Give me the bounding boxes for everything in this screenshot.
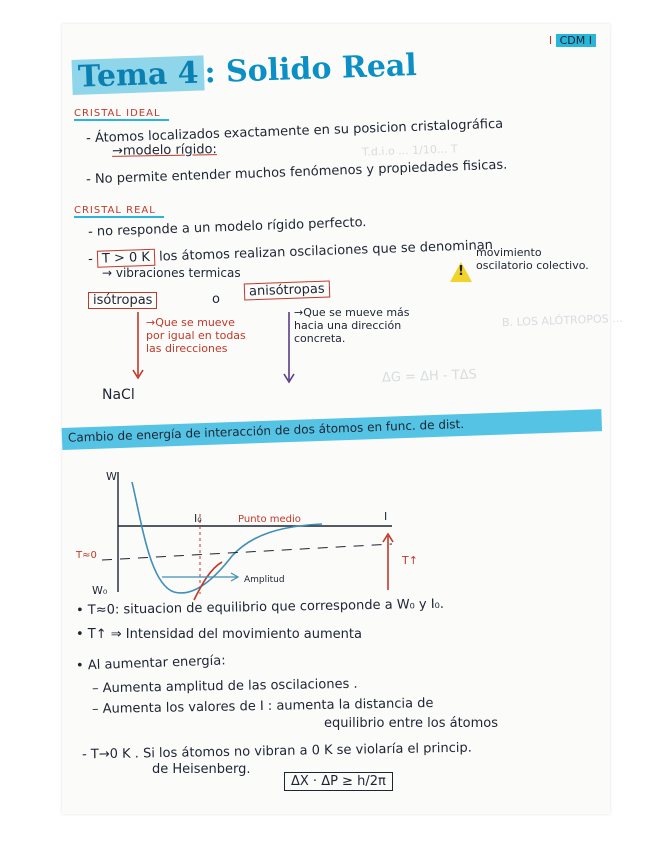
corner-tag-highlight: CDM I [556, 34, 596, 47]
graph-i0-label: I₀ [194, 512, 202, 525]
banner-text: Cambio de energía de interacción de dos átomos en func. de dist. [67, 416, 465, 445]
ideal-line-1: - Átomos localizados exactamente en su posicion cristalográfica [85, 116, 504, 147]
real-line-2-text: los átomos realizan oscilaciones que se denominan [158, 237, 494, 265]
graph-punto-medio-label: Punto medio [238, 514, 301, 525]
real-line-1: - no responde a un modelo rígido perfecto. [87, 215, 367, 240]
note-intensity: • T↑ ⇒ Intensidad del movimiento aumenta [76, 627, 362, 642]
t0-dashed-line [102, 544, 392, 560]
title-rest: : Solido Real [203, 47, 418, 91]
modelo-rigido-text: →modelo rígido: [111, 142, 217, 159]
uncertainty-formula: ΔX · ΔP ≥ h/2π [284, 772, 393, 791]
note-heisenberg-2: de Heisenberg. [152, 762, 251, 777]
title-main: Tema 4 [71, 55, 205, 95]
nacl-label: NaCl [102, 387, 135, 403]
temperature-box: T > 0 K [97, 249, 156, 268]
anisotropas-box: anisótropas [244, 281, 330, 301]
warning-note: movimiento oscilatorio colectivo. [476, 246, 589, 272]
isotropas-box: isótropas [88, 292, 157, 309]
ghost-text: ΔG = ΔH - TΔS [381, 367, 478, 386]
real-line-2 [88, 237, 493, 268]
note-distance: – Aumenta los valores de I : aumenta la distancia de [91, 696, 434, 717]
anisotropas-note: →Que se mueve más hacia una dirección concreta. [294, 306, 410, 345]
corner-tag-numeral: I [548, 34, 553, 47]
graph-w-label: W [106, 470, 117, 483]
ideal-line-2 [112, 142, 217, 159]
or-text: o [212, 292, 220, 307]
warning-exclamation: ! [458, 264, 464, 279]
note-equilibrium: • T≈0: situacion de equilibrio que corresponde a W₀ y I₀. [75, 596, 445, 619]
ghost-text: T.d.i.o ... 1/10... T [361, 142, 458, 159]
section-cristal-ideal: CRISTAL IDEAL [74, 108, 169, 121]
note-energy: • Al aumentar energía: [75, 653, 226, 674]
energy-graph [62, 464, 610, 604]
ghost-text: B. LOS ALÓTROPOS ... [501, 311, 623, 330]
potential-curve [132, 482, 322, 593]
graph-amplitud-label: Amplitud [244, 575, 285, 585]
note-heisenberg: - T→0 K . Si los átomos no vibran a 0 K se violaría el princip. [81, 740, 472, 763]
note-equilibrium-atoms: equilibrio entre los átomos [324, 716, 499, 731]
section-cristal-real: CRISTAL REAL [74, 205, 164, 218]
note-amplitude: – Aumenta amplitud de las oscilaciones . [91, 676, 358, 697]
graph-w0-label: W₀ [92, 584, 108, 597]
section-banner [62, 409, 602, 450]
corner-tag [549, 34, 596, 47]
isotropas-note: →Que se mueve por igual en todas las direcciones [146, 316, 246, 355]
graph-t-arrow-label: T↑ [402, 554, 418, 567]
ideal-line-3: - No permite entender muchos fenómenos y propiedades fisicas. [85, 157, 508, 188]
page-title [71, 48, 417, 95]
graph-t0-label: T≈0 [76, 550, 97, 561]
notebook-page [62, 24, 623, 814]
real-dash: - [87, 251, 94, 268]
anisotropy-row [244, 281, 330, 301]
real-line-3: → vibraciones termicas [102, 266, 241, 280]
graph-i-label: I [384, 510, 388, 523]
